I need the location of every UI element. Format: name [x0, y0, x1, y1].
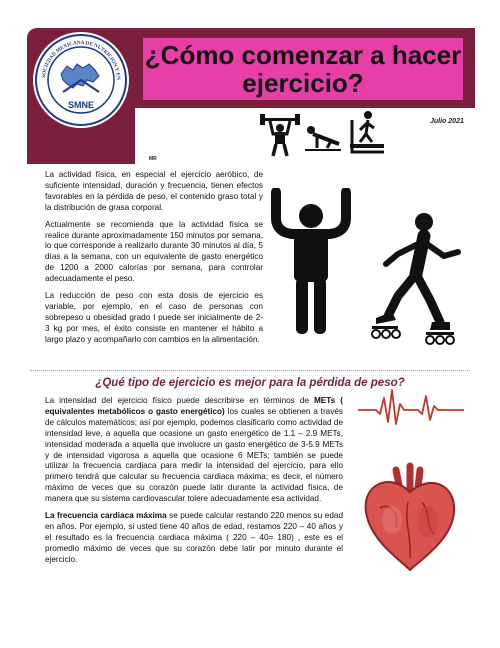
intro-text [45, 170, 263, 352]
heartbeat-line-icon [358, 384, 464, 430]
logo-panel [27, 28, 157, 164]
smne-logo [33, 32, 129, 128]
section-text [45, 396, 343, 572]
mets-paragraph: La intensidad del ejercicio físico puede describirse en términos de METs ( equivalentes metabólicos o gasto energético) los cuales se obtienen a través de cálculos matemáticos; así por ejemplo, podemos clasificarlo como actividad de intensidad leve, a aquella que ocasione un gasto energético de 1.1 – 2.9 METs, intensidad moderada a aquella que involucre un gasto energético de 3-5.9 METs y de intensidad vigorosa a aquella que ocasione 6 METs; también se puede utilizar la frecuencia cardiaca para medir la intensidad del ejercicio, para ello primero tendrá que calcular su frecuencia cardiaca máxima; es decir, el número máximo de veces que su corazón puede latir durante la actividad física, de manera que su sistema cardiovascular tolere adecuadamente esa actividad. [45, 396, 343, 504]
section-title: ¿Qué tipo de ejercicio es mejor para la pérdida de peso? [95, 377, 405, 389]
weightlifter-icon [260, 114, 300, 158]
mets-term: METs ( equivalentes metabólicos o gasto energético) [45, 396, 343, 416]
section-divider [30, 370, 470, 371]
logo-acronym: SMNE [67, 100, 95, 110]
heart-rate-paragraph: La frecuencia cardiaca máxima se puede calcular restando 220 menos su edad en años. Por ejemplo, si usted tiene 40 años de edad, restamos 220 – 40 años y el resultado es la frecuencia cardiaca máxima ( 220 – 40= 180) , este es el promedio máximo de veces que su corazón debe latir por minuto durante el ejercicio. [45, 511, 343, 564]
title-box [143, 38, 463, 100]
roller-skater-icon [368, 212, 464, 346]
page-title: ¿Cómo comenzar a hacer ejercicio? [144, 40, 462, 98]
logo-ring-text: SOCIEDAD MEXICANA DE NUTRICION Y EN [41, 39, 122, 81]
date: Julio 2021 [430, 118, 464, 125]
registered-mark: MR [149, 156, 157, 162]
smne-seal-icon [33, 32, 129, 128]
treadmill-icon [346, 110, 386, 156]
intro-paragraph: Actualmente se recomienda que la actividad física se realice durante aproximadamente 150 minutos por semana, lo que corresponde a realizarlo durante 30 minutos al día, 5 días a la semana, con un equivalente de gasto energético de 1200 a 2000 calorías por semana, para controlar adecuadamente el peso. [45, 219, 263, 284]
intro-paragraph: La actividad física, en especial el ejercicio aeróbico, de suficiente intensidad, duración y frecuencia, tienen efectos favorables en la pérdida de peso, el contenido graso total y la distribución de grasa corporal. [45, 170, 263, 212]
arms-raised-person-icon [270, 188, 352, 338]
pushup-icon [303, 122, 343, 154]
intro-paragraph: La reducción de peso con esta dosis de ejercicio es variable, por ejemplo, en el caso de personas con sobrepeso u obesidad grado I puede ser inicialmente de 2-3 kg por mes, el éxito consiste en mantener el hábito a largo plazo y acompañarlo con cambios en la alimentación. [45, 291, 263, 344]
max-heart-rate-term: La frecuencia cardiaca máxima [45, 511, 167, 521]
heart-illustration [360, 462, 460, 574]
